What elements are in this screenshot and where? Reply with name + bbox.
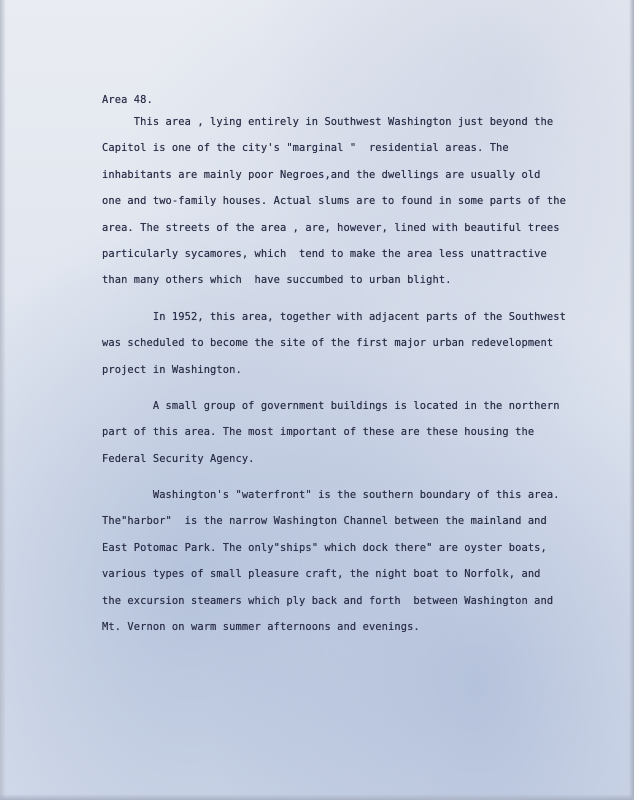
text-line: particularly sycamores, which tend to make the area less unattractive [102,247,547,260]
text-line: area. The streets of the area , are, however, lined with beautiful trees [102,221,560,234]
paragraph-government-buildings [102,393,602,472]
text-line: than many others which have succumbed to urban blight. [102,274,452,287]
text-line: one and two-family houses. Actual slums are to found in some parts of the [102,195,566,208]
text-line: Washington's "waterfront" is the southern boundary of this area. [102,489,560,502]
text-line: A small group of government buildings is located in the northern [102,399,560,412]
text-line: inhabitants are mainly poor Negroes,and the dwellings are usually old [102,168,541,181]
text-line: East Potomac Park. The only"ships" which dock there" are oyster boats, [102,541,547,554]
typewritten-text [102,92,602,640]
text-line: The"harbor" is the narrow Washington Channel between the mainland and [102,515,547,528]
paragraph-area-description [102,109,602,294]
text-line: various types of small pleasure craft, the night boat to Norfolk, and [102,568,541,581]
paragraph-gap [102,472,602,482]
text-line: the excursion steamers which ply back and forth between Washington and [102,594,554,607]
page-edge-left [0,0,6,800]
paragraph-waterfront [102,482,602,640]
text-line: project in Washington. [102,363,242,376]
page-edge-right [629,0,634,800]
text-line: In 1952, this area, together with adjacent parts of the Southwest [102,310,566,323]
paragraph-gap [102,294,602,304]
text-line: This area , lying entirely in Southwest Washington just beyond the [102,116,554,128]
text-line: Mt. Vernon on warm summer afternoons and evenings. [102,621,420,634]
text-line: part of this area. The most important of these are these housing the [102,426,535,439]
area-heading: Area 48. [102,94,153,106]
text-line: was scheduled to become the site of the first major urban redevelopment [102,337,554,350]
text-line: Capitol is one of the city's "marginal " residential areas. The [102,142,509,155]
page-edge-bottom [0,794,634,800]
paragraph-redevelopment [102,304,602,383]
text-line: Federal Security Agency. [102,452,255,465]
paragraph-gap [102,383,602,393]
